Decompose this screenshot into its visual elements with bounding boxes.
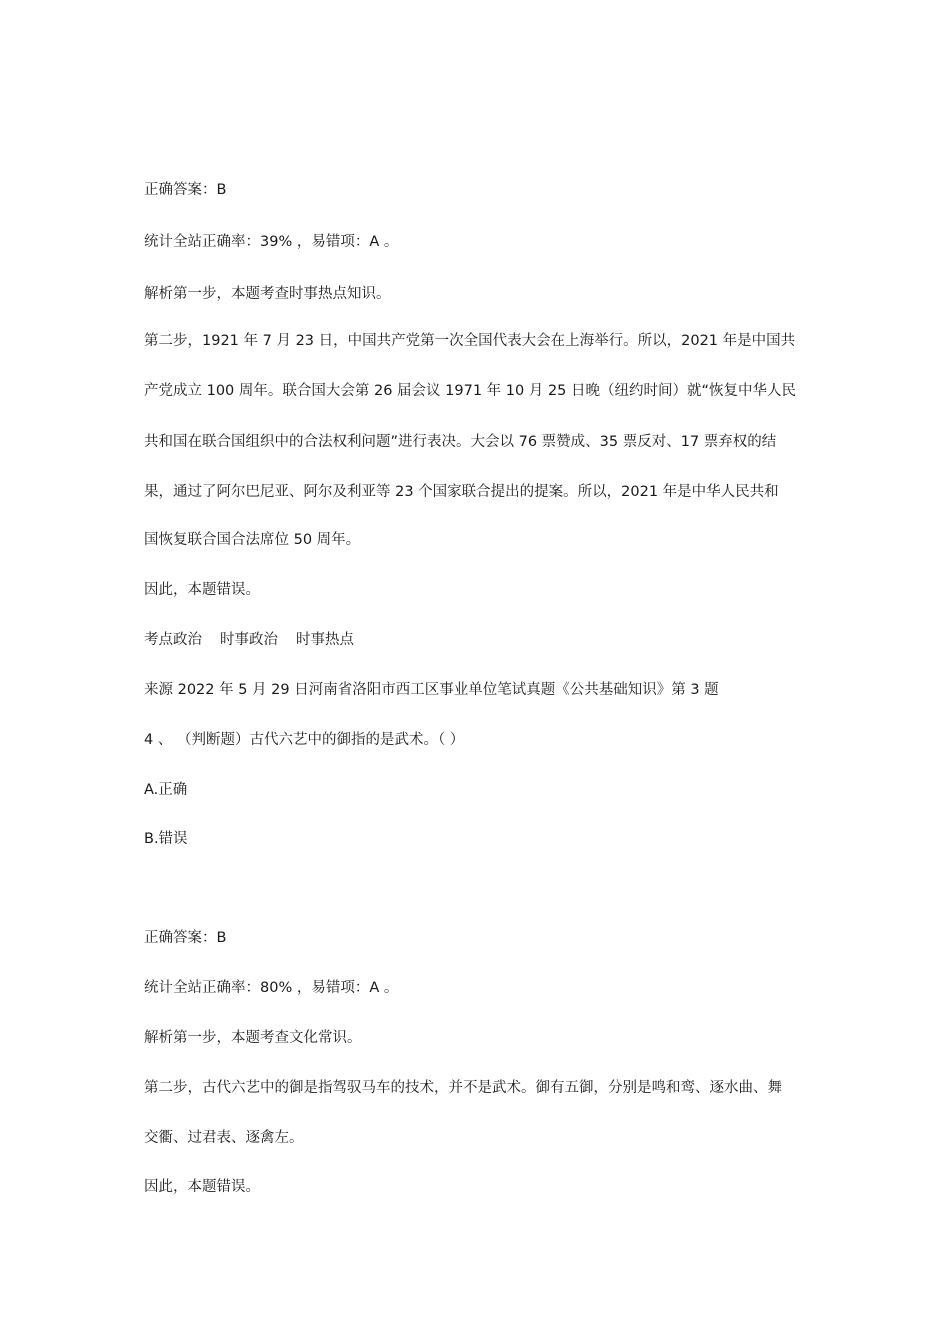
question-source: 来源 2022 年 5 月 29 日河南省洛阳市西工区事业单位笔试真题《公共基础知识》第 3 题 [144,682,719,698]
analysis-step-1: 解析第一步，本题考查时事热点知识。 [144,286,391,302]
analysis-step-2-line: 产党成立 100 周年。联合国大会第 26 届会议 1971 年 10 月 25 日晚（纽约时间）就“恢复中华人民 [144,383,797,399]
topic-tag: 时事政治 [220,632,278,648]
analysis-step-2-line: 交衢、过君表、逐禽左。 [144,1130,304,1146]
topic-label: 考点政治 [144,632,202,648]
analysis-step-2-line: 共和国在联合国组织中的合法权利问题”进行表决。大会以 76 票赞成、35 票反对、17 票弃权的结 [144,434,777,450]
analysis-step-2-line: 第二步，古代六艺中的御是指驾驭马车的技术，并不是武术。御有五御，分别是鸣和鸾、逐水曲、舞 [144,1080,782,1096]
correct-answer: 正确答案：B [144,930,227,946]
accuracy-stats: 统计全站正确率：39% ，易错项：A 。 [144,234,399,250]
conclusion: 因此，本题错误。 [144,1179,260,1195]
analysis-step-1: 解析第一步，本题考查文化常识。 [144,1030,362,1046]
option-b: B.错误 [144,831,188,847]
accuracy-stats: 统计全站正确率：80% ，易错项：A 。 [144,980,399,996]
conclusion: 因此，本题错误。 [144,582,260,598]
correct-answer: 正确答案：B [144,182,227,198]
analysis-step-2-line: 果，通过了阿尔巴尼亚、阿尔及利亚等 23 个国家联合提出的提案。所以，2021 年是中华人民共和 [144,484,779,500]
analysis-step-2-line: 国恢复联合国合法席位 50 周年。 [144,532,361,548]
topic-tags [144,630,354,650]
analysis-step-2-line: 第二步，1921 年 7 月 23 日，中国共产党第一次全国代表大会在上海举行。所以，2021 年是中国共 [144,333,796,349]
option-a: A.正确 [144,782,188,798]
question-stem: 4 、 （判断题）古代六艺中的御指的是武术。（ ） [144,732,465,748]
topic-tag: 时事热点 [296,632,354,648]
